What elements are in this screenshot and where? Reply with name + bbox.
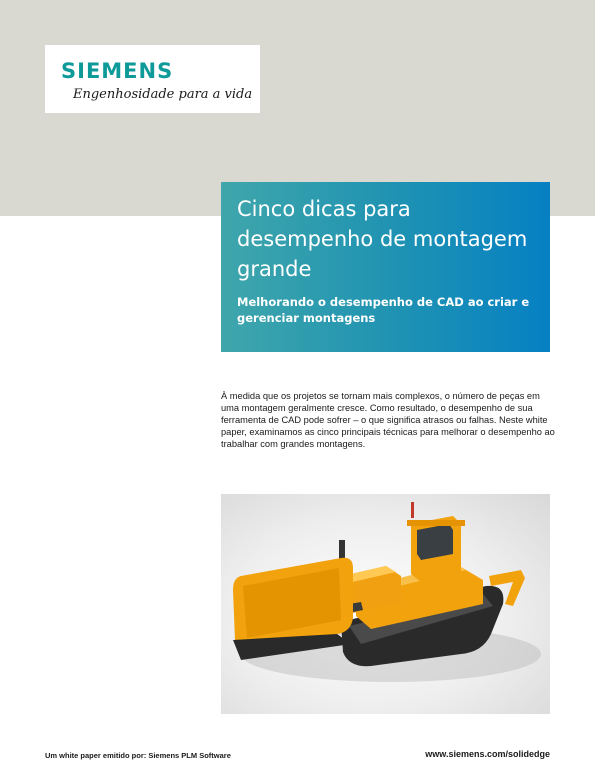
title-panel — [221, 182, 550, 352]
intro-paragraph: À medida que os projetos se tornam mais complexos, o número de peças em uma montagem geralmente cresce. Como resultado, o desempenho de sua ferramenta de CAD pode sofrer – o que significa atrasos ou falhas. Neste white paper, examinamos as cinco principais técnicas para melhorar o desempenho ao trabalhar com grandes montagens. — [221, 391, 555, 449]
bulldozer-image — [221, 494, 550, 714]
document-title: Cinco dicas para desempenho de montagem grande — [237, 197, 528, 281]
footer-url[interactable]: www.siemens.com/solidedge — [425, 749, 550, 759]
siemens-logo — [45, 45, 260, 113]
document-subtitle: Melhorando o desempenho de CAD ao criar e gerenciar montagens — [237, 295, 530, 325]
logo-tagline: Engenhosidade para a vida — [73, 87, 253, 102]
footer-publisher: Um white paper emitido por: Siemens PLM Software — [45, 751, 231, 760]
bulldozer-illustration — [221, 494, 550, 714]
logo-wordmark: SIEMENS — [61, 59, 174, 83]
